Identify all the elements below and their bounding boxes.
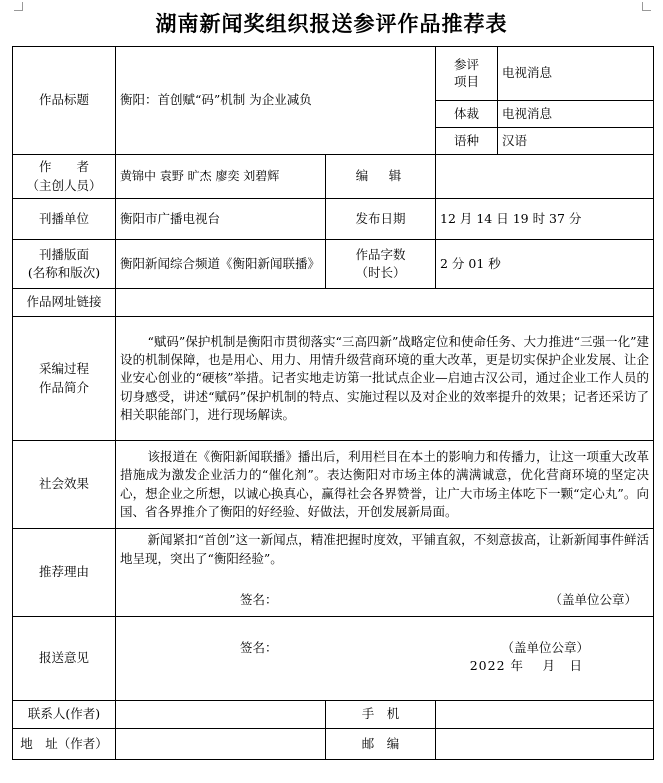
opinion-seal-label: （盖单位公章） xyxy=(501,640,589,655)
value-url[interactable] xyxy=(116,289,654,317)
value-publish-date[interactable]: 12 月 14 日 19 时 37 分 xyxy=(436,199,654,240)
label-word-count-sub: （时长） xyxy=(355,265,406,280)
label-postcode: 邮 编 xyxy=(326,729,436,760)
value-language[interactable]: 汉语 xyxy=(498,128,654,155)
label-process-sub: 作品简介 xyxy=(38,379,89,395)
label-url: 作品网址链接 xyxy=(13,289,116,317)
value-process[interactable]: “赋码”保护机制是衡阳市贯彻落实“三高四新”战略定位和使命任务、大力推进“三强一化”建设的机制保障，也是用心、用力、用情升级营商环境的重大改革，更是切实保护企业发展、让企业安心创业的“硬核”举措。记者实地走访第一批试点企业—启迪古汉公司，通过企业工作人员的切身感受，讲述“赋码”保护机制的特点、实施过程以及对企业的效率提升的效果；记者还采访了相关职能部门，进行现场解读。 xyxy=(116,317,654,441)
value-address[interactable] xyxy=(116,729,326,760)
reason-sign-label: 签名： xyxy=(240,591,278,607)
label-address: 地 址（作者） xyxy=(13,729,116,760)
label-author-sub: （主创人员） xyxy=(26,177,102,193)
value-effect[interactable]: 该报道在《衡阳新闻联播》播出后，利用栏目在本土的影响力和传播力，让这一项重大改革措施成为激发企业活力的“催化剂”。表达衡阳对市场主体的满满诚意，优化营商环境的坚定决心，想企业之所想，以诚心换真心，赢得社会各界赞誉，让广大市场主体吃下一颗“定心丸”。向国、省各界推介了衡阳的好经验、好做法，开创发展新局面。 xyxy=(116,441,654,529)
reason-seal-label: （盖单位公章） xyxy=(549,591,637,607)
recommendation-form-table xyxy=(12,46,654,760)
opinion-sign-label: 签名： xyxy=(240,640,278,655)
label-process-main: 采编过程 xyxy=(38,361,89,377)
label-word-count-main: 作品字数 xyxy=(355,246,406,262)
opinion-signature-line xyxy=(120,639,649,657)
value-work-title[interactable]: 衡阳：首创赋“码”机制 为企业减负 xyxy=(116,47,436,155)
label-publish-date: 发布日期 xyxy=(326,199,436,240)
form-title: 湖南新闻奖组织报送参评作品推荐表 xyxy=(155,11,508,36)
label-genre: 体裁 xyxy=(436,101,498,128)
label-opinion: 报送意见 xyxy=(13,617,116,701)
value-publisher[interactable]: 衡阳市广播电视台 xyxy=(116,199,326,240)
label-category: 参评 项目 xyxy=(436,47,498,101)
label-edition-sub: (名称和版次) xyxy=(27,265,101,280)
value-author[interactable]: 黄锦中 袁野 旷杰 廖奕 刘碧辉 xyxy=(116,155,326,199)
label-word-count xyxy=(326,240,436,289)
value-word-count[interactable]: 2 分 01 秒 xyxy=(436,240,654,289)
value-reason[interactable]: 新闻紧扣“首创”这一新闻点，精准把握时度效，平铺直叙，不刻意拔高，让新新闻事件鲜活地呈现，突出了“衡阳经验”。 xyxy=(120,532,649,566)
reason-cell xyxy=(116,529,654,617)
value-phone[interactable] xyxy=(436,701,654,729)
label-contact: 联系人(作者) xyxy=(13,701,116,729)
label-editor: 编 辑 xyxy=(326,155,436,199)
label-publisher: 刊播单位 xyxy=(13,199,116,240)
value-genre[interactable]: 电视消息 xyxy=(498,101,654,128)
label-edition-main: 刊播版面 xyxy=(38,246,89,262)
label-language: 语种 xyxy=(436,128,498,155)
value-contact[interactable] xyxy=(116,701,326,729)
label-effect: 社会效果 xyxy=(13,441,116,529)
label-reason: 推荐理由 xyxy=(13,529,116,617)
label-phone: 手 机 xyxy=(326,701,436,729)
value-editor[interactable] xyxy=(436,155,654,199)
label-author-main: 作 者 xyxy=(38,159,89,175)
value-postcode[interactable] xyxy=(436,729,654,760)
label-work-title: 作品标题 xyxy=(13,47,116,155)
opinion-cell xyxy=(116,617,654,701)
label-edition xyxy=(13,240,116,289)
value-edition[interactable]: 衡阳新闻综合频道《衡阳新闻联播》 xyxy=(116,240,326,289)
reason-signature-line xyxy=(120,591,649,609)
opinion-date: 2022 年 月 日 xyxy=(469,658,583,674)
label-process xyxy=(13,317,116,441)
value-category[interactable]: 电视消息 xyxy=(498,47,654,101)
label-author xyxy=(13,155,116,199)
